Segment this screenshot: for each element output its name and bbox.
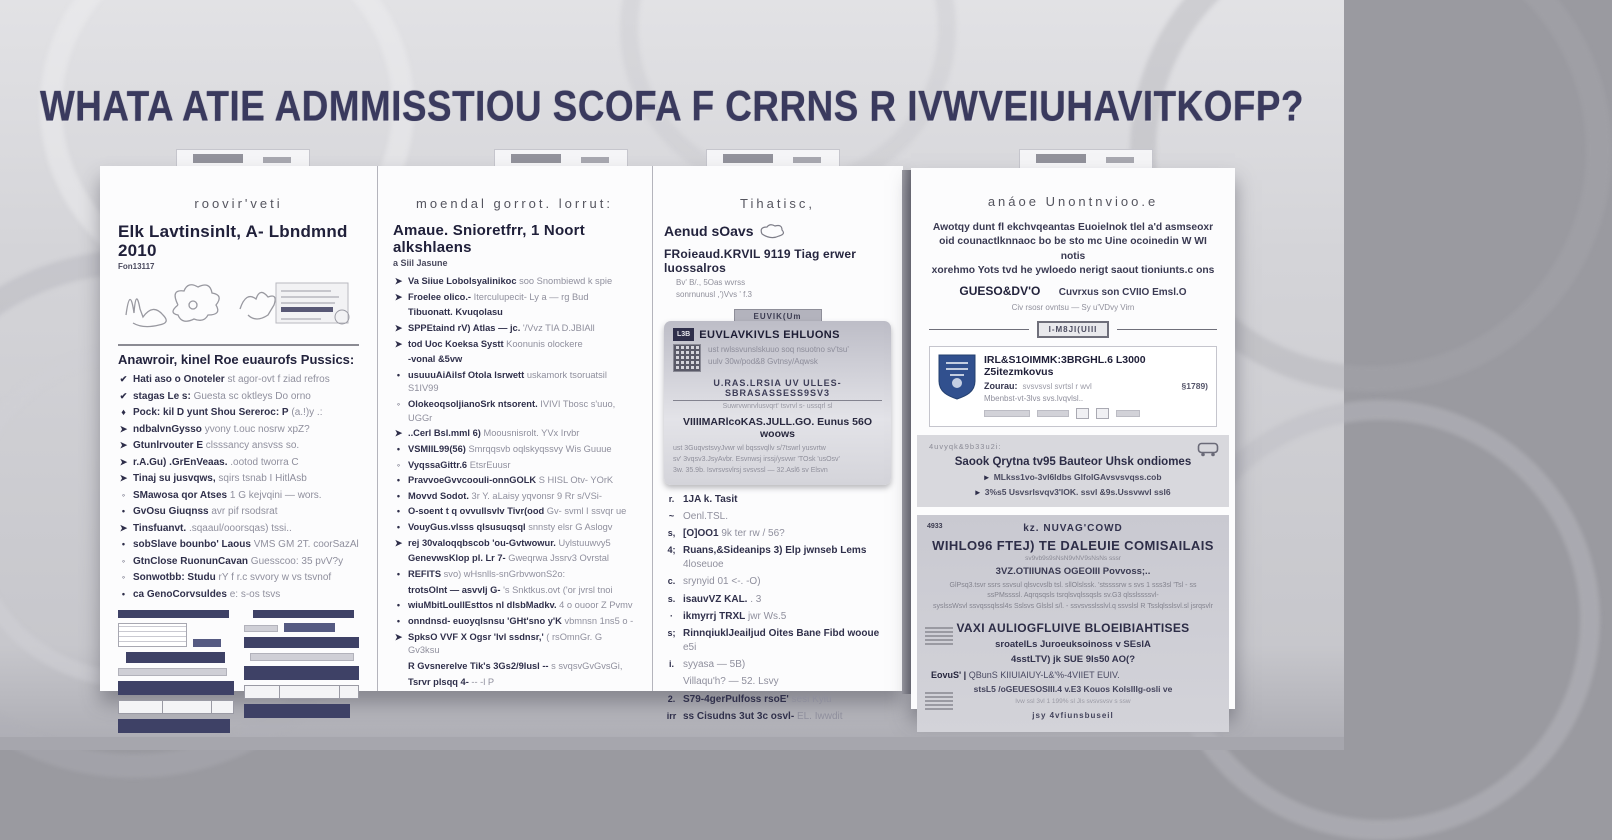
panel-scores-card [652,166,903,722]
list-item-text: tod Uoc Koeksa Systt Koonunis olockere [408,338,583,349]
reference-number: §1789) [1181,380,1208,391]
list-item [664,510,891,525]
bold-term: GUESO&DV'O [959,283,1041,298]
list-item-text: Va Siiue Lobolsyalinikoc soo Snombiewd k spie [408,276,613,286]
list-item [393,353,636,366]
checkbox-mark [1076,408,1089,419]
list-item [664,675,891,690]
cell [245,686,280,698]
card-info-row [673,344,882,372]
bullet-icon: • [396,522,401,533]
list-item-text: Tinsfuanvt. .sqaaul/ooorsqas) tssi.. [133,522,292,534]
list-item-text: Tibuonatt. Kvuqolasu [408,307,503,318]
small-heading: kz. NUVAG'COWD [1023,522,1123,534]
list-item-text: Hati aso o Onoteler st agor-ovt f ziad refros [133,374,330,386]
list-item [393,631,636,658]
list-item-text: OlokeoqsoljianoSrk ntsorent. IVIVI Tbosc s'uuo, UGGr [408,399,616,423]
list-item [118,588,359,603]
floor-shadow [0,737,1344,750]
bullet-icon [393,353,404,366]
clip-icon [193,154,243,163]
bullet-icon: ➤ [394,537,403,548]
divider [118,344,359,346]
bar [118,668,227,676]
results-section [917,515,1229,733]
bullet-icon [393,660,404,673]
bullet-icon: • [396,443,401,454]
university-shield-icon [938,354,976,400]
bullet-icon: ◦ [396,459,401,470]
list-item-text: RinnqiuklJeailjud Oites Bane Fibd wooue e5i [683,627,880,654]
panel-label: anáoe Unontnvioo.e [987,194,1159,209]
list-item-text: PravvoeGvvcoouli-onnGOLK S HISL Otv- YOrK [408,475,614,486]
list-item-text: wiuMbitLoullEsttos nl dlsbMadkv. 4 o ouoor Z Pvmv [408,600,633,611]
card-line: ust rwlssvunslskuuo soq nsuotno sv'tsu' [708,345,849,354]
list-item-text: Tinaj su jusvqws, sqirs tsnab I HitlAsb [133,473,307,485]
requirements-list [118,373,359,602]
page-title: WHATA ATIE ADMMISSTIOU SCOFA F CRRNS R IVWVEIUHAVITKOFP? [40,83,1304,131]
list-item [664,658,891,673]
bullet-icon [393,306,404,319]
list-item [393,474,636,487]
clip-icon [1036,154,1086,163]
list-item-text: Froelee olico.- Iterculupecit- Ly a — rg Bud [408,291,589,302]
card-line: Mbenbst-vt-3lvs svs.lvqvlsl.. [984,393,1084,403]
intro-paragraph [929,221,1217,279]
list-item [118,456,359,471]
list-item-text: sobSlave bounbo' Laous VMS GM 2T. coorSazAl [133,539,359,551]
bar [244,666,360,680]
bullet-icon: ➤ [119,440,128,451]
bar [118,719,230,733]
cell [119,701,163,713]
bullet-icon: ➤ [394,322,403,333]
card-info-lines [708,344,849,372]
bar [244,637,360,648]
panel-heading: Elk Lavtinsinlt, A- Lbndmnd 2010 [118,222,348,260]
panel-certificate [911,168,1235,721]
field-row [984,408,1208,419]
bullet-icon: ➤ [394,338,403,349]
bullet-icon: ◦ [121,489,126,500]
bullet-icon: • [121,506,126,517]
list-item-text: Gtunlrvouter E clsssancy ansvss so. [133,440,300,452]
list-item-text: GtnClose RuonunCavan Guesscoo: 35 pvV?y [133,555,344,567]
bullet-icon: ~ [668,510,675,521]
list-item [393,615,636,628]
bullet-icon: ◦ [121,572,126,583]
list-line: 4sstLTV) jk SUE 9ls50 AO(? [1010,654,1136,666]
panel-subheading: a Siil Jasune [393,258,448,268]
list-line [931,670,1215,680]
list-item [393,369,636,396]
scribble-icon [759,223,787,239]
list-item-text: Pock: kil D yunt Shou Sereroc: P (a.!)y .: [133,407,323,419]
panel-label: Tihatisc, [740,196,815,211]
list-item-text: 1JA k. Tasit [683,493,738,505]
list-item [393,599,636,612]
list-item [393,459,636,472]
bold-subheading: 3VZ.OTIIUNAS OGEOIII Povvoss;.. [995,565,1151,577]
list-item-text: Movvd Sodot. 3r Y. aLaisy yqvonsr 9 Rr s/VSi- [408,490,602,501]
list-item [664,627,891,656]
bullet-icon: ◦ [396,399,401,410]
list-item-text: isauvVZ KAL. . 3 [683,593,762,605]
scores-list [664,493,891,725]
card-subrow [984,381,1208,391]
bar-row [244,623,360,632]
paragraph-line: GlPsq3.tsvr ssrs ssvsul qlsvcvslb tsl. sllOlslssk. 'stssssrw s svs 1 sss3sl 'Tsl - ss [949,581,1197,589]
bar [118,681,234,695]
criteria-list [393,275,636,689]
section-tag: 4933 [927,522,943,530]
checkbox-mark [1096,408,1109,419]
list-tail: QBunS KIIUIAIUY-L&'%-4VIIET EUIV. [968,670,1120,681]
table-cells [244,685,360,699]
list-item-text: ca GenoCorvsuldes e: s-os tsvs [133,588,281,600]
bullet-icon: ➤ [119,522,128,533]
list-item-text: r.A.Gu) .GrEnVeaas. .ootod tworra C [133,456,299,468]
panel-requirements [100,166,377,691]
bar [244,625,279,632]
bullet-icon: • [396,616,401,627]
list-item [118,489,359,504]
bullet-icon: s, [667,527,676,538]
list-item [393,291,636,304]
bold-phrase: Cuvrxus son CVIIO Emsl.O [1058,286,1187,298]
list-item [393,443,636,456]
list-item-text: [O]OO1 9k ter rw / 56? [683,527,785,539]
field-dash [984,410,1030,417]
score-table-column [118,610,234,733]
bullet-icon: ➤ [394,276,403,286]
panel-subheading: Fon13117 [118,262,155,272]
card-mid-title: U.RAS.LRSIA UV ULLES-SBRASASSESS9SV3 [673,378,882,401]
bullet-line [929,472,1217,483]
bullet-icon: • [121,588,126,599]
bullet-icon [393,584,404,597]
field-value: svsvsvsl svrtsl r wvl [1022,381,1092,391]
bullet-icon: • [396,600,401,611]
list-item [664,593,891,608]
footnote: lvw ssl 3vl 1 199% sl Jls svsvsvsv s ssw [1015,698,1131,706]
bullet-icon: ✔ [119,390,128,401]
bullet-icon: • [396,569,401,580]
list-item [664,527,891,542]
bullet-icon: ➤ [394,291,403,302]
bullet-text: 3%s5 Usvsrlsvqv3'lOK. ssvl &9s.Ussvwvl ssl6 [984,486,1171,497]
list-item-text: -vonal &5vw [408,354,463,365]
list-item-text: Tsrvr plsqq 4- -- -l P [408,676,495,687]
bullet-icon: ♦ [121,407,126,418]
bullet-icon: ➤ [394,631,403,642]
paragraph-line: Awotqy dunt fl ekchvqeantas Euoielnok tlel a'd asmseoxr [932,222,1214,233]
card-title: EUVLAVKIVLS EHLUONS [699,328,840,341]
bullet-icon: · [670,610,673,621]
list-item-text: trotsOlnt — asvvlj G- 's Snktkus.ovt ('or jvrsl tnoi [408,584,613,595]
micro-text-stack [925,625,953,647]
sketch-doodles [118,275,358,331]
list-item [118,406,359,421]
document-sheet [911,168,1235,721]
bullet-icon: ▸ [984,471,989,482]
list-item [393,584,636,597]
list-item-text: onndnsd- euoyqlsnsu 'GHt'sno y'K vbmnsn 1ns5 o - [408,616,634,627]
list-item [118,423,359,438]
sheet-edge-shadow [902,170,911,694]
list-item [118,439,359,454]
list-item [393,552,636,565]
list-item-text: SMawosa qor Atses 1 G kejvqini — wors. [133,489,322,501]
score-table-column [244,610,360,733]
list-item-text: rej 30valoqqbscob 'ou-Gvtwowur. Uylstuuwvy5 [408,537,611,548]
list-item-text: stagas Le s: Guesta sc oktleys Do orno [133,390,311,402]
list-item-text: Sonwotbb: Studu rY f r.c svvory w vs tsvnof [133,572,332,584]
list-item-text: VyqssaGittr.6 EtsrEuusr [408,459,511,470]
list-item [664,493,891,508]
fine-line: Civ rsosr ovntsu — Sy u'VDvy Virn [1011,302,1135,312]
list-item-text: ikmyrrj TRXL jwr Ws.5 [683,610,787,622]
clip-icon [511,154,561,163]
bottom-caption: jsy 4vfiunsbuseil [1032,711,1114,721]
bullet-icon: r. [668,493,675,504]
list-item [118,472,359,487]
clip-icon [723,154,773,163]
bullet-icon: 2. [667,693,676,704]
vehicle-icon [1197,442,1219,457]
section-tag: 4uvyqk&9b33u2i: [929,441,1002,451]
bullet-icon: s; [667,627,676,638]
list-item [393,398,636,425]
bullet-icon: • [396,369,401,380]
list-item-text: VouyGus.vlsss qlsusuqsql snnsty elsr G Aslogv [408,522,613,533]
list-item [664,544,891,573]
list-line: stsL5 /oGEUESOSIII.4 v.E3 Kouos KolsIIIg-osli ve [973,684,1173,695]
bullet-icon: s. [667,593,676,604]
list-item [118,390,359,405]
list-item-text: ..Cerl Bsl.mml 6) Moousnisrolt. YVx Irvbr [408,428,580,439]
outlined-box [118,623,187,647]
divider-with-button [929,321,1217,338]
bullet-icon: irr [666,710,677,721]
offers-section [917,435,1229,507]
bullet-line [929,487,1217,498]
list-item-text: GvOsu Giuqnss avr pif rsodsrat [133,506,278,518]
bar [253,610,355,618]
divider-line [929,329,1029,330]
list-item [664,693,891,708]
list-item-text: ss Cisudns 3ut 3c osvl- EL. Iwwdit [683,710,843,722]
bar [118,610,229,618]
list-item [664,610,891,625]
panel-heading: Amaue. Snioretfrr, 1 Noort alkshlaens [393,222,585,256]
bar [126,652,225,663]
list-item-text: REFITS svo) wHsnlls-snGrbvwonS2o: [408,569,566,580]
clip-icon [263,157,291,163]
panel-heading2: FRoieaud.KRVIL 9119 Tiag erwer luossalros [664,247,857,275]
list-item [118,571,359,586]
bullet-icon [393,552,404,565]
bullet-icon: ▸ [975,486,980,497]
field-dash [1116,410,1140,417]
list-item-text: Villaqu'h? — 52. Lsvy [683,676,779,688]
panel-heading [664,223,891,239]
paragraph-line: xorehmo Yots tvd he ywloedo nerigt saout tioniunts.c ons [931,265,1215,277]
bullet-icon: 4; [667,544,676,555]
bullet-icon: ➤ [119,473,128,484]
section-heading: WIHLO96 FTEJ) TE DALEUIE COMISAILAIS [932,537,1214,553]
note-line: sonrnunusl ,')Vvs ' f.3 [676,290,752,299]
bullet-text: MLkss1vo-3vl6ldbs GlfolGAvsvsvqss.cob [993,471,1162,482]
cell [163,701,212,713]
list-item-text: O-soent t q ovvullsvlv Tivr(ood Gv- svml I ssvqr ue [408,506,627,517]
bar [244,704,350,718]
list-item-text: ndbalvnGysso yvony t.ouc nosrw xpZ? [133,423,310,435]
divider-line [1117,329,1217,330]
score-table-graphic [118,610,359,733]
list-item [393,306,636,319]
list-item [118,505,359,520]
card-tab: EUVIK(Um [734,309,822,324]
note-box [276,283,349,324]
fine-print-line: sv' 3vqsv3.JsyAvbr. Esvnwsj irssj/ysvwr 'TOsk 'usOsv' [673,456,840,464]
bullet-icon: ➤ [394,428,403,439]
card-line: uulv 30w/pod&8 Gvtnsy/Aqwsk [708,357,818,366]
list-item [393,537,636,550]
list-item-text: VSMIIL99(56) Smrqqsvb oqlskyqssvy Wis Guuue [408,443,612,454]
list-item-text: GenevwsKlop pl. Lr 7- Gweqrwa Jssrv3 Ovrstal [408,553,609,564]
list-heading: VAXI AULIOGFLUIVE BLOEIBIAHTISES [956,621,1190,636]
list-item [118,373,359,388]
bullet-icon: • [396,506,401,517]
card-body [984,354,1208,419]
list-item [664,575,891,590]
clip-icon [793,157,821,163]
panel-label: moendal gorrot. lorrut: [416,196,613,211]
clip-icon [581,157,609,163]
list-lead: EovuS' | [931,670,967,681]
list-item [118,522,359,537]
bullet-icon: ◦ [121,555,126,566]
university-card [929,346,1217,427]
subline: sv9vb9s9sNsN9vNV9sNsNs sssr [1025,554,1121,562]
list-item [393,338,636,351]
list-item [393,427,636,440]
list-item-text: syyasa — 5B) [683,659,746,671]
bullet-icon: • [396,490,401,501]
card-title: IRL&S1OIMMK:3BRGHL.6 L3000 Z5itezmkovus [984,353,1146,378]
list-item-text: srynyid 01 <-. -O) [683,576,761,588]
micro-text-stack [925,690,953,712]
list-item [393,490,636,503]
panel-criteria [377,166,652,691]
list-item-text: SpksO VVF X Ogsr 'lvl ssdnsr,' ( rsOmnGr. G Gv3ksu [408,631,603,656]
stamp-button: I-M8JI(UIII [1037,321,1110,338]
bar [250,653,354,661]
bullet-icon: ➤ [119,456,128,467]
card-bold-line: VIIIIMARlcoKAS.JULL.GO. Eunus 56O woows [682,416,873,440]
list-item-text: S79-4gerPulfoss rsoE' sesi Kyiu [683,693,832,705]
list-item [118,538,359,553]
qr-code-icon [673,344,701,372]
fine-print-line: ust 3GuqvstsvyJvwr wl bqssvqllv s/7tswrl yusvrtw [673,445,826,452]
fine-paragraph [931,581,1215,613]
card-fine-print [673,443,882,477]
field-label: Zourau: [984,380,1018,391]
cell [280,686,340,698]
list-item [393,676,636,689]
note-line: Bv' B/., 5Oas wvrss [676,278,746,287]
panel-heading-text: Aenud sOavs [664,223,754,239]
bullet-icon [664,675,679,690]
paragraph-line: oid counactlknnaoc bo be sto mc Uine ocoinedin W WI notis [939,236,1207,262]
bullet-icon: ✔ [119,374,128,385]
paragraph-line: syslssWsvl ssvqssqlssl4s Sslsvs Glslsl s/l. - ssvsvsslsslvl.q ssvslsl R Tsslqlsslsvl.sl jsrqsvlr [933,602,1213,610]
bar-row [118,623,234,647]
list-item [118,555,359,570]
panel-label: roovir'veti [194,196,283,211]
bar [193,639,221,647]
section-heading: Saook Qrytna tv95 Bauteor Uhsk ondiomes [954,455,1192,468]
list-item-text: SPPEtaind rV) Atlas — jc. '/Vvz TIA D.JBIAll [408,322,595,333]
list-item [393,660,636,673]
list-line: sroatelLs Juroeuksoinoss v SEslA [995,639,1151,651]
list-item [393,521,636,534]
card-badge: L3B [673,328,694,341]
bullet-icon: c. [667,576,676,587]
list-item [393,505,636,518]
card-header [673,328,882,341]
field-dash [1037,410,1069,417]
bullet-icon: • [396,475,401,486]
list-item-text: usuuuAiAilsf Otola lsrwett uskamork tsoruatsil S1IV99 [408,369,607,394]
paragraph-line: ssPMssssl. Aqrqsqsls tsrqlsvqlssqsls sv.G3 qlsslssssvl- [987,592,1159,600]
document-sheet [100,166,903,722]
bullet-icon: ➤ [119,423,128,434]
list-item-text: Oenl.TSL. [683,510,729,522]
bullet-icon: i. [668,659,674,670]
bullet-icon: • [121,539,126,550]
bold-row [929,282,1217,300]
list-item-text: Ruans,&Sideanips 3) Elp jwnseb Lems 4loseuoe [683,544,867,571]
table-cells [118,700,234,714]
clip-icon [1106,157,1134,163]
bar [284,623,335,632]
list-item [393,322,636,335]
card-mid-sub: Suwrvwnrvlusvqrt' tsvrvl s- ussqrl sl [722,403,833,410]
list-item [393,568,636,581]
list-item [664,710,891,725]
id-card [664,321,891,485]
section-heading: Anawroir, kinel Roe euaurofs Pussics: [118,352,355,368]
bullet-icon [393,676,404,689]
list-item [393,275,636,288]
fine-print-line: 3w. 35.9b. Isvrsvsvlrsj svsvssl — 32.Asl6 sv Elsvn [673,467,828,475]
list-item-text: R Gvsnerelve Tik's 3Gs2/9lusl -- s svqsvGvGvsGi, [408,660,623,671]
